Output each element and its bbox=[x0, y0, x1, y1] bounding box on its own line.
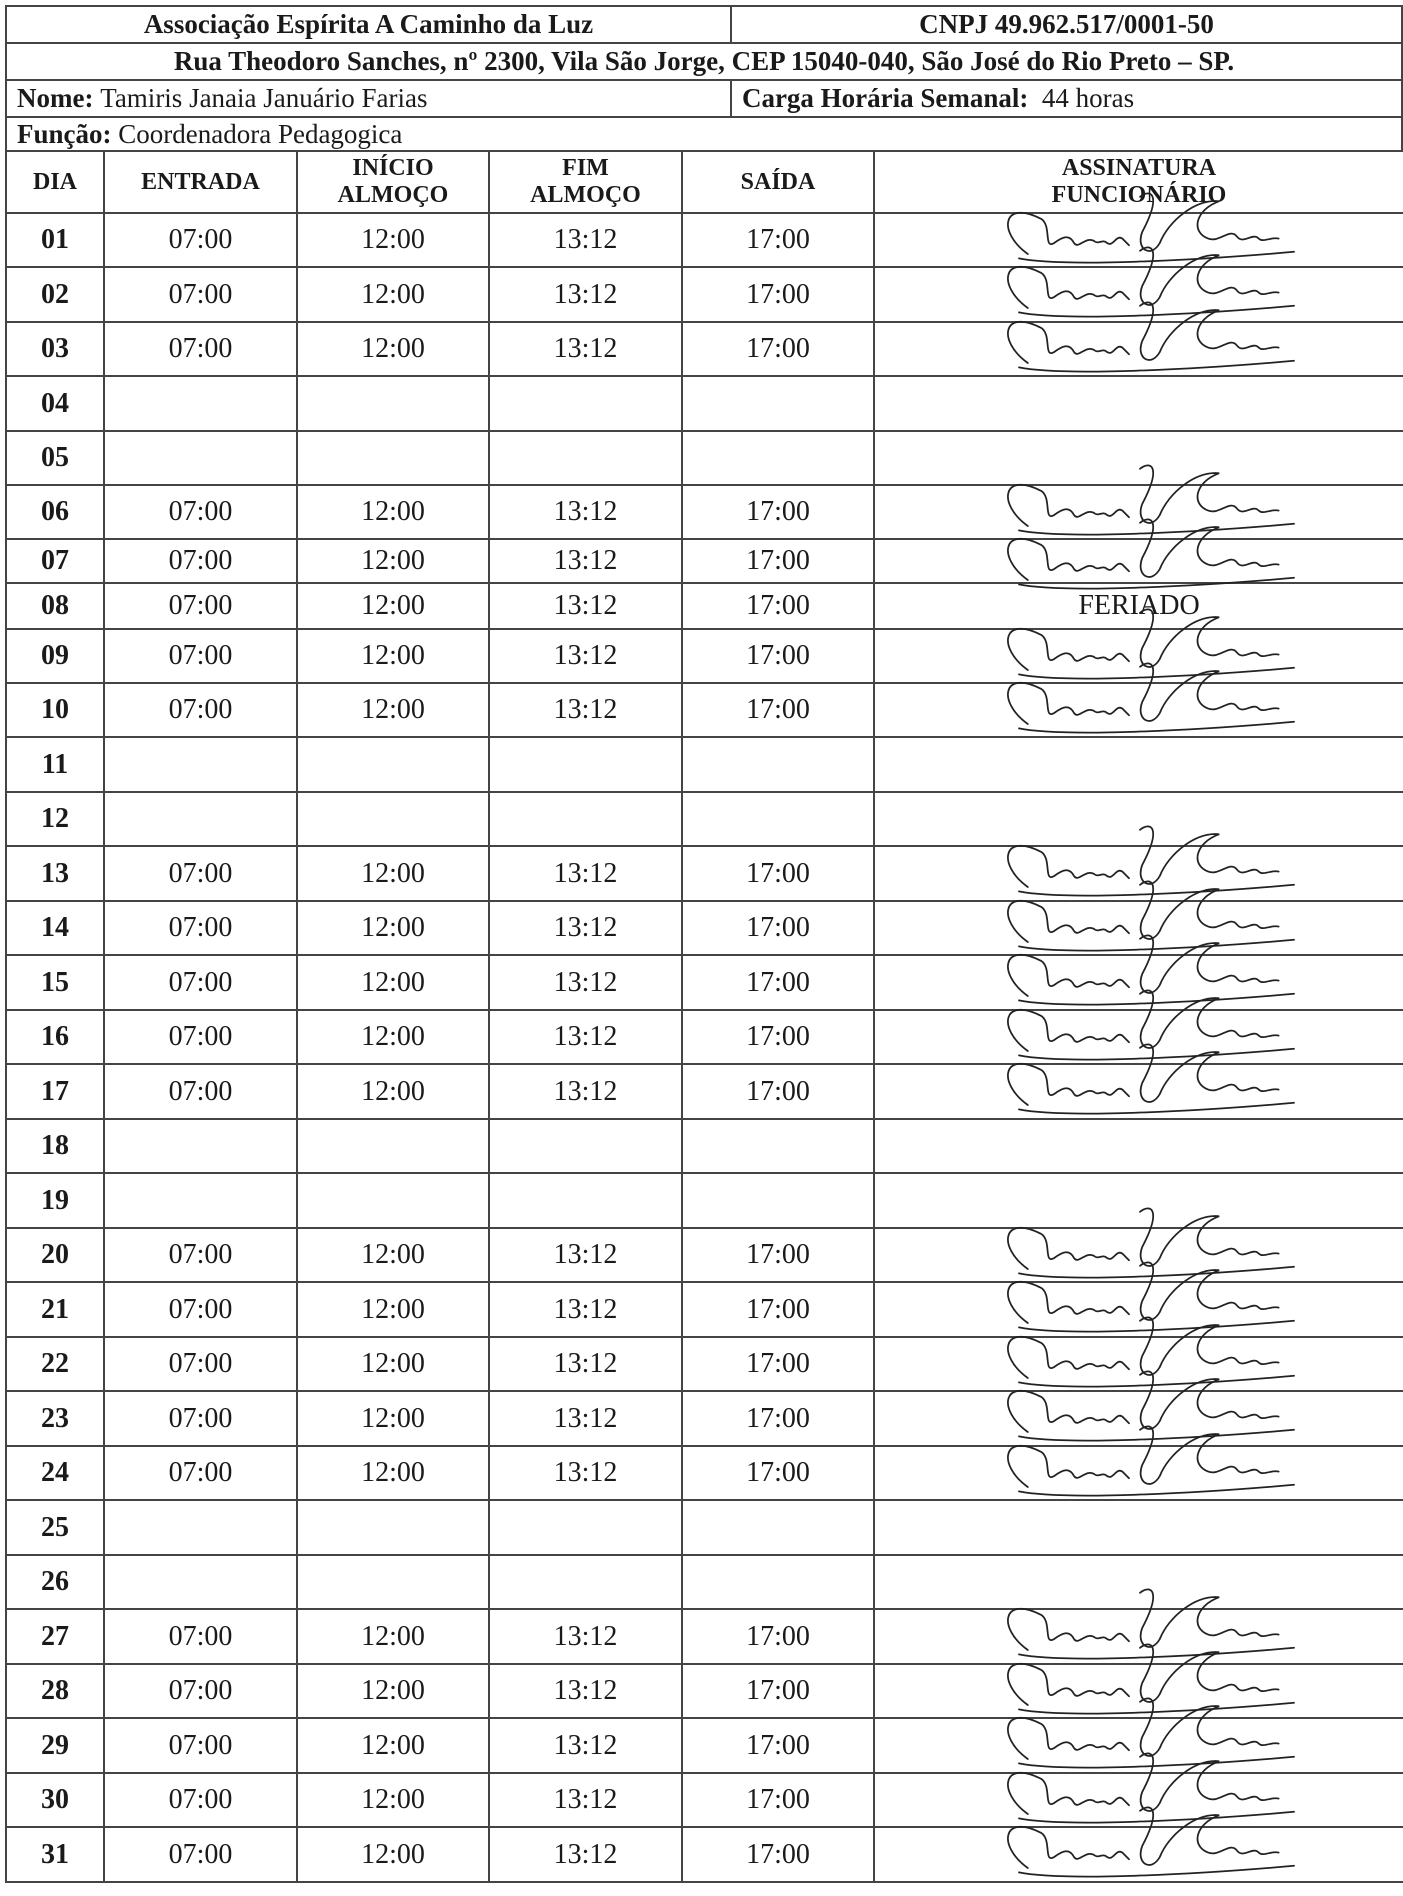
day-cell: 27 bbox=[6, 1609, 104, 1664]
col-fim-almoco: FIM ALMOÇO bbox=[489, 151, 682, 213]
table-row bbox=[6, 1119, 1403, 1173]
fim-almoco-cell: 13:12 bbox=[489, 1664, 682, 1718]
inicio-almoco-cell: 12:00 bbox=[297, 846, 489, 901]
saida-cell: 17:00 bbox=[682, 1064, 874, 1119]
day-cell: 13 bbox=[6, 846, 104, 901]
table-row bbox=[6, 376, 1403, 431]
table-row bbox=[6, 1609, 1403, 1664]
signature-cell bbox=[874, 267, 1403, 322]
day-cell: 28 bbox=[6, 1664, 104, 1718]
signature-cell bbox=[874, 1173, 1403, 1228]
saida-cell: 17:00 bbox=[682, 1446, 874, 1500]
entrada-cell: 07:00 bbox=[104, 1010, 297, 1064]
entrada-cell: 07:00 bbox=[104, 485, 297, 539]
fim-almoco-cell: 13:12 bbox=[489, 1827, 682, 1882]
saida-cell bbox=[682, 1119, 874, 1173]
saida-cell: 17:00 bbox=[682, 955, 874, 1010]
inicio-almoco-cell: 12:00 bbox=[297, 1827, 489, 1882]
day-cell: 21 bbox=[6, 1282, 104, 1337]
day-cell: 17 bbox=[6, 1064, 104, 1119]
inicio-almoco-cell bbox=[297, 1555, 489, 1609]
signature-cell bbox=[874, 1064, 1403, 1119]
signature-cell bbox=[874, 1664, 1403, 1718]
entrada-cell: 07:00 bbox=[104, 539, 297, 583]
inicio-almoco-cell: 12:00 bbox=[297, 1337, 489, 1391]
header-row-1 bbox=[5, 5, 1403, 42]
entrada-cell bbox=[104, 1500, 297, 1555]
inicio-almoco-cell bbox=[297, 1500, 489, 1555]
table-row bbox=[6, 1282, 1403, 1337]
fim-almoco-cell: 13:12 bbox=[489, 1773, 682, 1827]
timesheet-table bbox=[5, 150, 1403, 1883]
fim-almoco-cell bbox=[489, 431, 682, 485]
fim-almoco-cell: 13:12 bbox=[489, 1446, 682, 1500]
address: Rua Theodoro Sanches, nº 2300, Vila São Jorge, CEP 15040-040, São José do Rio Preto – SP. bbox=[7, 44, 1403, 79]
signature-cell bbox=[874, 792, 1403, 846]
inicio-almoco-cell: 12:00 bbox=[297, 322, 489, 376]
saida-cell: 17:00 bbox=[682, 1609, 874, 1664]
column-header-row bbox=[6, 151, 1403, 213]
saida-cell bbox=[682, 1173, 874, 1228]
table-row bbox=[6, 322, 1403, 376]
saida-cell bbox=[682, 792, 874, 846]
entrada-cell: 07:00 bbox=[104, 322, 297, 376]
entrada-cell: 07:00 bbox=[104, 846, 297, 901]
fim-almoco-cell bbox=[489, 792, 682, 846]
entrada-cell: 07:00 bbox=[104, 683, 297, 737]
table-row bbox=[6, 431, 1403, 485]
signature-cell bbox=[874, 1555, 1403, 1609]
signature-cell bbox=[874, 1228, 1403, 1282]
holiday-note: FERIADO bbox=[1078, 590, 1200, 621]
fim-almoco-cell: 13:12 bbox=[489, 1228, 682, 1282]
entrada-cell bbox=[104, 431, 297, 485]
table-row bbox=[6, 629, 1403, 683]
entrada-cell: 07:00 bbox=[104, 1827, 297, 1882]
entrada-cell: 07:00 bbox=[104, 1391, 297, 1446]
saida-cell bbox=[682, 1555, 874, 1609]
header-row-2 bbox=[5, 42, 1403, 79]
table-row bbox=[6, 683, 1403, 737]
entrada-cell: 07:00 bbox=[104, 1337, 297, 1391]
signature-cell bbox=[874, 901, 1403, 955]
day-cell: 06 bbox=[6, 485, 104, 539]
table-row bbox=[6, 792, 1403, 846]
day-cell: 03 bbox=[6, 322, 104, 376]
inicio-almoco-cell bbox=[297, 376, 489, 431]
fim-almoco-cell bbox=[489, 737, 682, 792]
fim-almoco-cell: 13:12 bbox=[489, 629, 682, 683]
day-cell: 30 bbox=[6, 1773, 104, 1827]
day-cell: 19 bbox=[6, 1173, 104, 1228]
inicio-almoco-cell: 12:00 bbox=[297, 1010, 489, 1064]
inicio-almoco-cell: 12:00 bbox=[297, 1228, 489, 1282]
saida-cell: 17:00 bbox=[682, 539, 874, 583]
day-cell: 14 bbox=[6, 901, 104, 955]
saida-cell: 17:00 bbox=[682, 213, 874, 267]
hours-value: 44 horas bbox=[1041, 83, 1135, 113]
fim-almoco-cell: 13:12 bbox=[489, 901, 682, 955]
col-assinatura: ASSINATURA FUNCIONÁRIO bbox=[874, 151, 1403, 213]
inicio-almoco-cell: 12:00 bbox=[297, 901, 489, 955]
table-row bbox=[6, 1391, 1403, 1446]
table-row bbox=[6, 901, 1403, 955]
saida-cell: 17:00 bbox=[682, 1282, 874, 1337]
name-value: Tamiris Janaia Januário Farias bbox=[100, 83, 428, 113]
table-row bbox=[6, 1337, 1403, 1391]
inicio-almoco-cell: 12:00 bbox=[297, 1064, 489, 1119]
signature-cell bbox=[874, 683, 1403, 737]
table-row bbox=[6, 737, 1403, 792]
inicio-almoco-cell: 12:00 bbox=[297, 1718, 489, 1773]
inicio-almoco-cell: 12:00 bbox=[297, 1446, 489, 1500]
col-inicio-almoco: INÍCIO ALMOÇO bbox=[297, 151, 489, 213]
fim-almoco-cell: 13:12 bbox=[489, 213, 682, 267]
saida-cell: 17:00 bbox=[682, 583, 874, 629]
day-cell: 24 bbox=[6, 1446, 104, 1500]
signature-cell bbox=[874, 846, 1403, 901]
fim-almoco-cell: 13:12 bbox=[489, 1010, 682, 1064]
saida-cell: 17:00 bbox=[682, 1718, 874, 1773]
saida-cell: 17:00 bbox=[682, 485, 874, 539]
signature-cell bbox=[874, 737, 1403, 792]
day-cell: 26 bbox=[6, 1555, 104, 1609]
entrada-cell: 07:00 bbox=[104, 1773, 297, 1827]
saida-cell: 17:00 bbox=[682, 322, 874, 376]
signature-cell bbox=[874, 1500, 1403, 1555]
hours-label: Carga Horária Semanal: bbox=[741, 83, 1029, 113]
signature-cell bbox=[874, 1718, 1403, 1773]
signature-cell bbox=[874, 213, 1403, 267]
fim-almoco-cell: 13:12 bbox=[489, 539, 682, 583]
entrada-cell: 07:00 bbox=[104, 267, 297, 322]
name-label: Nome: bbox=[17, 83, 94, 113]
fim-almoco-cell: 13:12 bbox=[489, 1391, 682, 1446]
entrada-cell bbox=[104, 1555, 297, 1609]
entrada-cell: 07:00 bbox=[104, 1446, 297, 1500]
signature-cell bbox=[874, 485, 1403, 539]
fim-almoco-cell: 13:12 bbox=[489, 1609, 682, 1664]
saida-cell bbox=[682, 376, 874, 431]
table-row bbox=[6, 1773, 1403, 1827]
signature-cell bbox=[874, 539, 1403, 583]
saida-cell bbox=[682, 1500, 874, 1555]
fim-almoco-cell bbox=[489, 1555, 682, 1609]
table-row bbox=[6, 1555, 1403, 1609]
entrada-cell: 07:00 bbox=[104, 1609, 297, 1664]
table-row bbox=[6, 1718, 1403, 1773]
signature-cell bbox=[874, 1010, 1403, 1064]
inicio-almoco-cell bbox=[297, 1173, 489, 1228]
table-row bbox=[6, 583, 1403, 629]
fim-almoco-cell: 13:12 bbox=[489, 846, 682, 901]
table-row bbox=[6, 1010, 1403, 1064]
day-cell: 08 bbox=[6, 583, 104, 629]
signature-cell bbox=[874, 1282, 1403, 1337]
day-cell: 01 bbox=[6, 213, 104, 267]
day-cell: 07 bbox=[6, 539, 104, 583]
entrada-cell: 07:00 bbox=[104, 213, 297, 267]
saida-cell: 17:00 bbox=[682, 1827, 874, 1882]
table-row bbox=[6, 955, 1403, 1010]
signature-cell bbox=[874, 629, 1403, 683]
table-row bbox=[6, 1827, 1403, 1882]
header-row-3 bbox=[5, 79, 1403, 116]
fim-almoco-cell bbox=[489, 1119, 682, 1173]
fim-almoco-cell: 13:12 bbox=[489, 583, 682, 629]
fim-almoco-cell bbox=[489, 376, 682, 431]
entrada-cell: 07:00 bbox=[104, 1282, 297, 1337]
fim-almoco-cell bbox=[489, 1500, 682, 1555]
inicio-almoco-cell: 12:00 bbox=[297, 683, 489, 737]
day-cell: 04 bbox=[6, 376, 104, 431]
signature-cell bbox=[874, 583, 1403, 629]
signature-cell bbox=[874, 1827, 1403, 1882]
day-cell: 12 bbox=[6, 792, 104, 846]
day-cell: 05 bbox=[6, 431, 104, 485]
saida-cell: 17:00 bbox=[682, 267, 874, 322]
inicio-almoco-cell bbox=[297, 431, 489, 485]
inicio-almoco-cell: 12:00 bbox=[297, 1282, 489, 1337]
timesheet bbox=[5, 5, 1403, 1883]
day-cell: 22 bbox=[6, 1337, 104, 1391]
table-row bbox=[6, 539, 1403, 583]
day-cell: 25 bbox=[6, 1500, 104, 1555]
fim-almoco-cell: 13:12 bbox=[489, 1718, 682, 1773]
inicio-almoco-cell: 12:00 bbox=[297, 213, 489, 267]
table-row bbox=[6, 485, 1403, 539]
signature-cell bbox=[874, 955, 1403, 1010]
signature-cell bbox=[874, 1446, 1403, 1500]
inicio-almoco-cell bbox=[297, 792, 489, 846]
signature-cell bbox=[874, 376, 1403, 431]
function-cell bbox=[7, 118, 1403, 150]
saida-cell bbox=[682, 737, 874, 792]
col-dia: DIA bbox=[6, 151, 104, 213]
day-cell: 15 bbox=[6, 955, 104, 1010]
saida-cell: 17:00 bbox=[682, 901, 874, 955]
weekly-hours-cell bbox=[732, 81, 1403, 116]
org-name: Associação Espírita A Caminho da Luz bbox=[7, 7, 732, 42]
entrada-cell bbox=[104, 376, 297, 431]
table-row bbox=[6, 267, 1403, 322]
saida-cell bbox=[682, 431, 874, 485]
table-row bbox=[6, 1664, 1403, 1718]
signature-cell bbox=[874, 1391, 1403, 1446]
table-row bbox=[6, 1446, 1403, 1500]
saida-cell: 17:00 bbox=[682, 629, 874, 683]
entrada-cell: 07:00 bbox=[104, 1228, 297, 1282]
employee-name-cell bbox=[7, 81, 732, 116]
table-row bbox=[6, 1064, 1403, 1119]
day-cell: 10 bbox=[6, 683, 104, 737]
entrada-cell bbox=[104, 792, 297, 846]
day-cell: 02 bbox=[6, 267, 104, 322]
table-row bbox=[6, 1173, 1403, 1228]
saida-cell: 17:00 bbox=[682, 1228, 874, 1282]
col-entrada: ENTRADA bbox=[104, 151, 297, 213]
inicio-almoco-cell: 12:00 bbox=[297, 1773, 489, 1827]
day-cell: 16 bbox=[6, 1010, 104, 1064]
saida-cell: 17:00 bbox=[682, 1010, 874, 1064]
entrada-cell: 07:00 bbox=[104, 1064, 297, 1119]
inicio-almoco-cell: 12:00 bbox=[297, 1609, 489, 1664]
fim-almoco-cell: 13:12 bbox=[489, 1337, 682, 1391]
entrada-cell bbox=[104, 1173, 297, 1228]
fim-almoco-cell: 13:12 bbox=[489, 322, 682, 376]
table-row bbox=[6, 1500, 1403, 1555]
saida-cell: 17:00 bbox=[682, 683, 874, 737]
saida-cell: 17:00 bbox=[682, 1337, 874, 1391]
inicio-almoco-cell: 12:00 bbox=[297, 583, 489, 629]
saida-cell: 17:00 bbox=[682, 1391, 874, 1446]
day-cell: 18 bbox=[6, 1119, 104, 1173]
inicio-almoco-cell bbox=[297, 1119, 489, 1173]
entrada-cell: 07:00 bbox=[104, 629, 297, 683]
day-cell: 31 bbox=[6, 1827, 104, 1882]
day-cell: 23 bbox=[6, 1391, 104, 1446]
signature-cell bbox=[874, 322, 1403, 376]
inicio-almoco-cell: 12:00 bbox=[297, 1391, 489, 1446]
signature-cell bbox=[874, 1609, 1403, 1664]
signature-cell bbox=[874, 1337, 1403, 1391]
fim-almoco-cell: 13:12 bbox=[489, 267, 682, 322]
fim-almoco-cell: 13:12 bbox=[489, 485, 682, 539]
day-cell: 29 bbox=[6, 1718, 104, 1773]
entrada-cell: 07:00 bbox=[104, 1664, 297, 1718]
col-saida: SAÍDA bbox=[682, 151, 874, 213]
fim-almoco-cell: 13:12 bbox=[489, 1064, 682, 1119]
saida-cell: 17:00 bbox=[682, 846, 874, 901]
fim-almoco-cell: 13:12 bbox=[489, 1282, 682, 1337]
function-label: Função: bbox=[17, 118, 112, 149]
signature-cell bbox=[874, 431, 1403, 485]
fim-almoco-cell: 13:12 bbox=[489, 683, 682, 737]
cnpj: CNPJ 49.962.517/0001-50 bbox=[732, 7, 1403, 42]
function-value: Coordenadora Pedagogica bbox=[118, 118, 403, 149]
inicio-almoco-cell: 12:00 bbox=[297, 1664, 489, 1718]
entrada-cell: 07:00 bbox=[104, 583, 297, 629]
inicio-almoco-cell bbox=[297, 737, 489, 792]
entrada-cell bbox=[104, 737, 297, 792]
day-cell: 11 bbox=[6, 737, 104, 792]
fim-almoco-cell bbox=[489, 1173, 682, 1228]
table-row bbox=[6, 1228, 1403, 1282]
signature-cell bbox=[874, 1773, 1403, 1827]
signature-cell bbox=[874, 1119, 1403, 1173]
inicio-almoco-cell: 12:00 bbox=[297, 955, 489, 1010]
header-row-4 bbox=[5, 116, 1403, 150]
table-row bbox=[6, 213, 1403, 267]
inicio-almoco-cell: 12:00 bbox=[297, 267, 489, 322]
entrada-cell: 07:00 bbox=[104, 1718, 297, 1773]
saida-cell: 17:00 bbox=[682, 1664, 874, 1718]
fim-almoco-cell: 13:12 bbox=[489, 955, 682, 1010]
entrada-cell: 07:00 bbox=[104, 955, 297, 1010]
inicio-almoco-cell: 12:00 bbox=[297, 629, 489, 683]
day-cell: 20 bbox=[6, 1228, 104, 1282]
entrada-cell bbox=[104, 1119, 297, 1173]
entrada-cell: 07:00 bbox=[104, 901, 297, 955]
day-cell: 09 bbox=[6, 629, 104, 683]
table-row bbox=[6, 846, 1403, 901]
inicio-almoco-cell: 12:00 bbox=[297, 485, 489, 539]
inicio-almoco-cell: 12:00 bbox=[297, 539, 489, 583]
saida-cell: 17:00 bbox=[682, 1773, 874, 1827]
